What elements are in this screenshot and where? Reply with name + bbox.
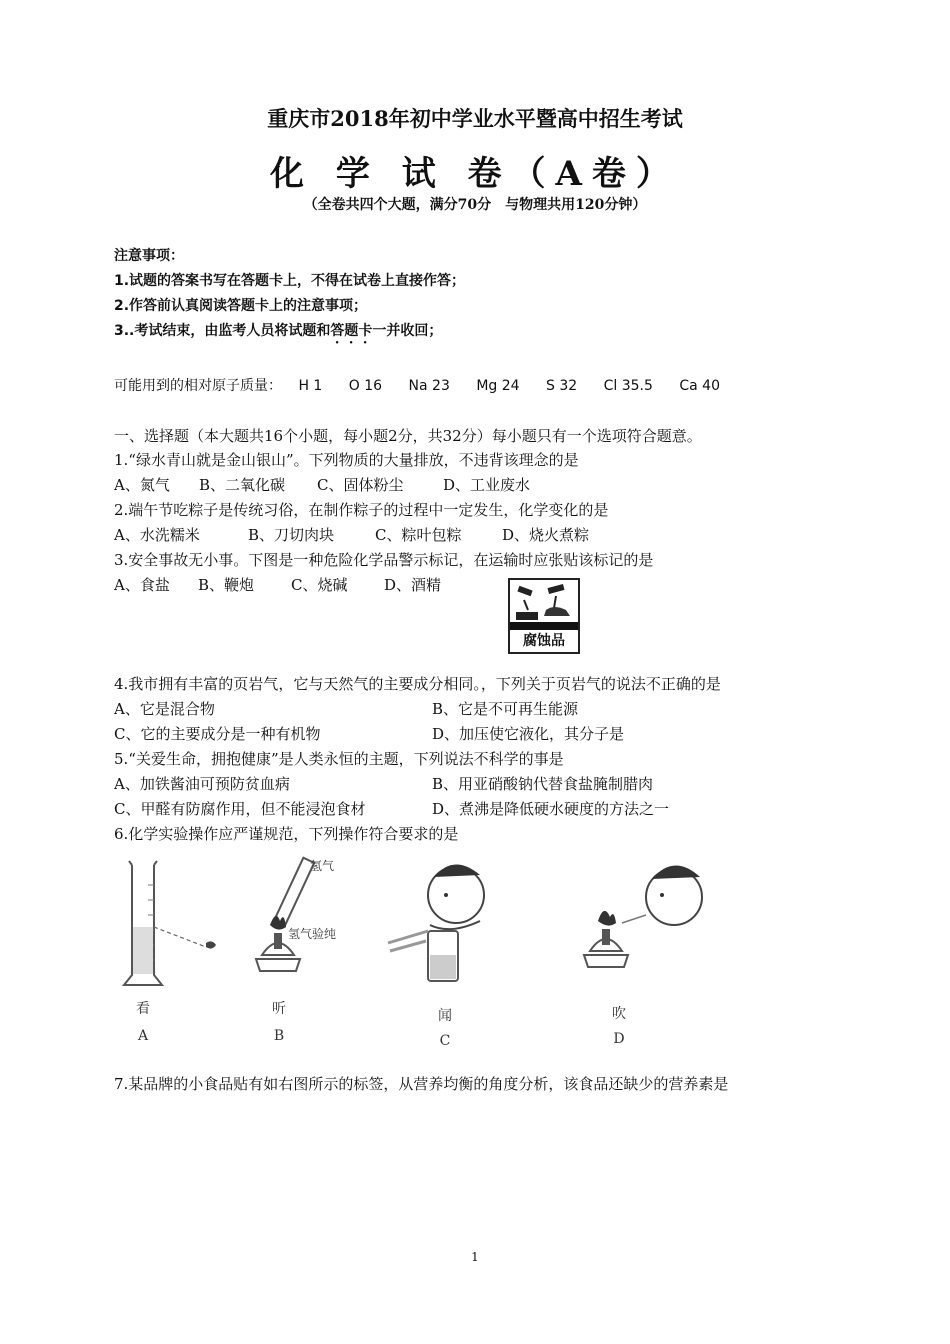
q2-option-a: A、水洗糯米 xyxy=(114,526,200,544)
q1-option-c: C、固体粉尘 xyxy=(317,476,404,494)
blowing-lamp-drawing xyxy=(582,855,722,995)
q1-stem: 1.“绿水青山就是金山银山”。下列物质的大量排放，不违背该理念的是 xyxy=(114,451,579,469)
q2-option-b: B、刀切肉块 xyxy=(248,526,335,544)
q3-option-c: C、烧碱 xyxy=(291,576,348,594)
q3-stem: 3.安全事故无小事。下图是一种危险化学品警示标记，在运输时应张贴该标记的是 xyxy=(114,551,654,569)
eye-icon xyxy=(206,941,216,948)
q6-figure-a-caption: 看 xyxy=(136,1001,150,1017)
q6-figure-b-caption: 听 xyxy=(272,1001,286,1017)
q6-figure-c xyxy=(386,855,516,1055)
q1-option-b: B、二氧化碳 xyxy=(199,476,286,494)
tube-label: 氢气 xyxy=(310,859,335,873)
q6-figure-a xyxy=(118,855,238,1055)
q6-figure-d xyxy=(582,855,722,1055)
q4-option-c: C、它的主要成分是一种有机物 xyxy=(114,725,321,743)
q6-stem: 6.化学实验操作应严谨规范，下列操作符合要求的是 xyxy=(114,825,459,843)
flame-icon xyxy=(598,911,616,926)
graduated-cylinder-drawing xyxy=(118,855,238,995)
q5-stem: 5.“关爱生命，拥抱健康”是人类永恒的主题，下列说法不科学的事是 xyxy=(114,750,564,768)
note-item-2: 2.作答前认真阅读答题卡上的注意事项； xyxy=(114,298,368,314)
flame-icon xyxy=(270,916,286,930)
purity-test-note: 氢气验纯 xyxy=(288,927,337,941)
q6-figure-c-letter: C xyxy=(439,1033,451,1049)
q5-option-a: A、加铁酱油可预防贫血病 xyxy=(114,775,290,793)
section-1-heading: 一、选择题（本大题共16个小题，每小题2分，共32分）每小题只有一个选项符合题意。 xyxy=(114,427,702,445)
q2-option-c: C、粽叶包粽 xyxy=(375,526,462,544)
q4-option-b: B、它是不可再生能源 xyxy=(432,700,579,718)
q6-figure-d-caption: 吹 xyxy=(612,1006,626,1022)
q6-figure-d-letter: D xyxy=(613,1031,625,1047)
q5-option-b: B、用亚硝酸钠代替食盐腌制腊肉 xyxy=(432,775,654,793)
exam-title: 重庆市2018年初中学业水平暨高中招生考试 xyxy=(267,106,683,131)
exam-info: （全卷共四个大题，满分70分 与物理共用120分钟） xyxy=(303,197,647,213)
notes-heading: 注意事项： xyxy=(114,248,184,264)
q5-option-c: C、甲醛有防腐作用，但不能浸泡食材 xyxy=(114,800,366,818)
q4-option-d: D、加压使它液化，其分子是 xyxy=(432,725,625,743)
atomic-masses: 可能用到的相对原子质量： H 1 O 16 Na 23 Mg 24 S 32 Cl 35.5 Ca 40 xyxy=(114,378,720,394)
q2-option-d: D、烧火煮粽 xyxy=(502,526,590,544)
q4-stem: 4.我市拥有丰富的页岩气，它与天然气的主要成分相同。，下列关于页岩气的说法不正确的是 xyxy=(114,675,721,693)
note-item-1: 1.试题的答案书写在答题卡上，不得在试卷上直接作答； xyxy=(114,273,466,289)
q1-option-d: D、工业废水 xyxy=(443,476,531,494)
q6-figure-a-letter: A xyxy=(137,1028,149,1044)
page-number: 1 xyxy=(471,1250,479,1264)
q3-option-d: D、酒精 xyxy=(384,576,442,594)
q5-option-d: D、煮沸是降低硬水硬度的方法之一 xyxy=(432,800,670,818)
q1-option-a: A、氮气 xyxy=(114,476,170,494)
note-item-3: 3..考试结束，由监考人员将试题和答题卡一并收回； xyxy=(114,323,443,339)
paper-subtitle: 化 学 试 卷（A卷） xyxy=(270,154,680,194)
corrosive-hazard-icon xyxy=(510,580,578,630)
q6-figure-b-letter: B xyxy=(273,1028,285,1044)
q6-figure-c-caption: 闻 xyxy=(438,1008,452,1024)
corrosive-warning-sign xyxy=(508,578,580,654)
q3-option-b: B、鞭炮 xyxy=(198,576,255,594)
emphasized-answer-card: 答题卡 xyxy=(330,323,373,339)
q7-stem: 7.某品牌的小食品贴有如右图所示的标签，从营养均衡的角度分析，该食品还缺少的营养素是 xyxy=(114,1075,729,1093)
q2-stem: 2.端午节吃粽子是传统习俗，在制作粽子的过程中一定发生，化学变化的是 xyxy=(114,501,609,519)
sign-label: 腐蚀品 xyxy=(510,630,578,652)
q3-option-a: A、食盐 xyxy=(114,576,170,594)
q6-figure-b xyxy=(248,855,378,1055)
q4-option-a: A、它是混合物 xyxy=(114,700,215,718)
smelling-gas-drawing xyxy=(386,855,516,995)
